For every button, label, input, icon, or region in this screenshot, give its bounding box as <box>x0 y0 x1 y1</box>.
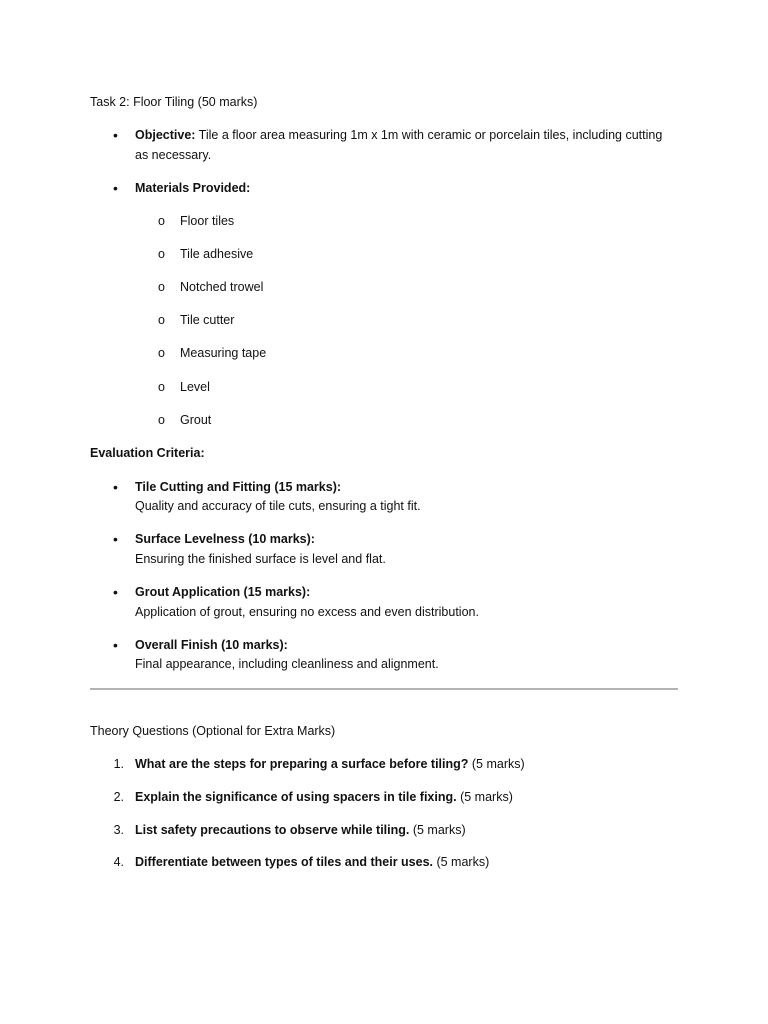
criterion-description: Final appearance, including cleanliness and alignment. <box>135 657 439 671</box>
material-item: Notched trowel <box>180 280 264 294</box>
sub-bullet-marker: o <box>158 380 165 394</box>
material-item: Grout <box>180 413 212 427</box>
bullet-marker: • <box>113 584 118 600</box>
criterion-title: Overall Finish (10 marks): <box>135 638 288 652</box>
objective-text: Tile a floor area measuring 1m x 1m with ceramic or porcelain tiles, including cutting <box>195 128 663 142</box>
sub-bullet-marker: o <box>158 313 165 327</box>
sub-bullet-marker: o <box>158 346 165 360</box>
materials-label: Materials Provided: <box>135 181 251 195</box>
question-item <box>135 756 525 772</box>
question-text: List safety precautions to observe while tiling. <box>135 823 410 837</box>
material-item: Tile adhesive <box>180 247 254 261</box>
question-marks: (5 marks) <box>409 823 466 837</box>
objective-line-1 <box>135 127 662 143</box>
material-item: Measuring tape <box>180 346 267 360</box>
question-marks: (5 marks) <box>433 855 490 869</box>
criterion-description: Application of grout, ensuring no excess and even distribution. <box>135 605 479 619</box>
criterion-title: Grout Application (15 marks): <box>135 585 311 599</box>
question-number: 3. <box>113 823 124 837</box>
sub-bullet-marker: o <box>158 413 165 427</box>
question-marks: (5 marks) <box>456 790 513 804</box>
question-marks: (5 marks) <box>468 757 525 771</box>
material-item: Floor tiles <box>180 214 235 228</box>
material-item: Level <box>180 380 210 394</box>
criterion-title: Tile Cutting and Fitting (15 marks): <box>135 480 342 494</box>
bullet-marker: • <box>113 127 118 143</box>
bullet-marker: • <box>113 180 118 196</box>
question-text: Explain the significance of using spacers in tile fixing. <box>135 790 457 804</box>
objective-line-2: as necessary. <box>135 148 212 162</box>
criterion-title: Surface Levelness (10 marks): <box>135 532 315 546</box>
evaluation-heading: Evaluation Criteria: <box>90 446 205 460</box>
horizontal-divider <box>90 688 678 690</box>
question-number: 4. <box>113 855 124 869</box>
question-text: What are the steps for preparing a surface before tiling? <box>135 757 469 771</box>
sub-bullet-marker: o <box>158 280 165 294</box>
question-item <box>135 854 489 870</box>
bullet-marker: • <box>113 637 118 653</box>
criterion-description: Quality and accuracy of tile cuts, ensuring a tight fit. <box>135 499 421 513</box>
task-heading: Task 2: Floor Tiling (50 marks) <box>90 95 258 109</box>
question-number: 2. <box>113 790 124 804</box>
bullet-marker: • <box>113 531 118 547</box>
question-number: 1. <box>113 757 124 771</box>
sub-bullet-marker: o <box>158 247 165 261</box>
objective-label: Objective: <box>135 128 196 142</box>
question-item <box>135 789 513 805</box>
question-text: Differentiate between types of tiles and their uses. <box>135 855 433 869</box>
question-item <box>135 822 466 838</box>
sub-bullet-marker: o <box>158 214 165 228</box>
material-item: Tile cutter <box>180 313 235 327</box>
theory-heading: Theory Questions (Optional for Extra Marks) <box>90 724 336 738</box>
criterion-description: Ensuring the finished surface is level and flat. <box>135 552 386 566</box>
bullet-marker: • <box>113 479 118 495</box>
